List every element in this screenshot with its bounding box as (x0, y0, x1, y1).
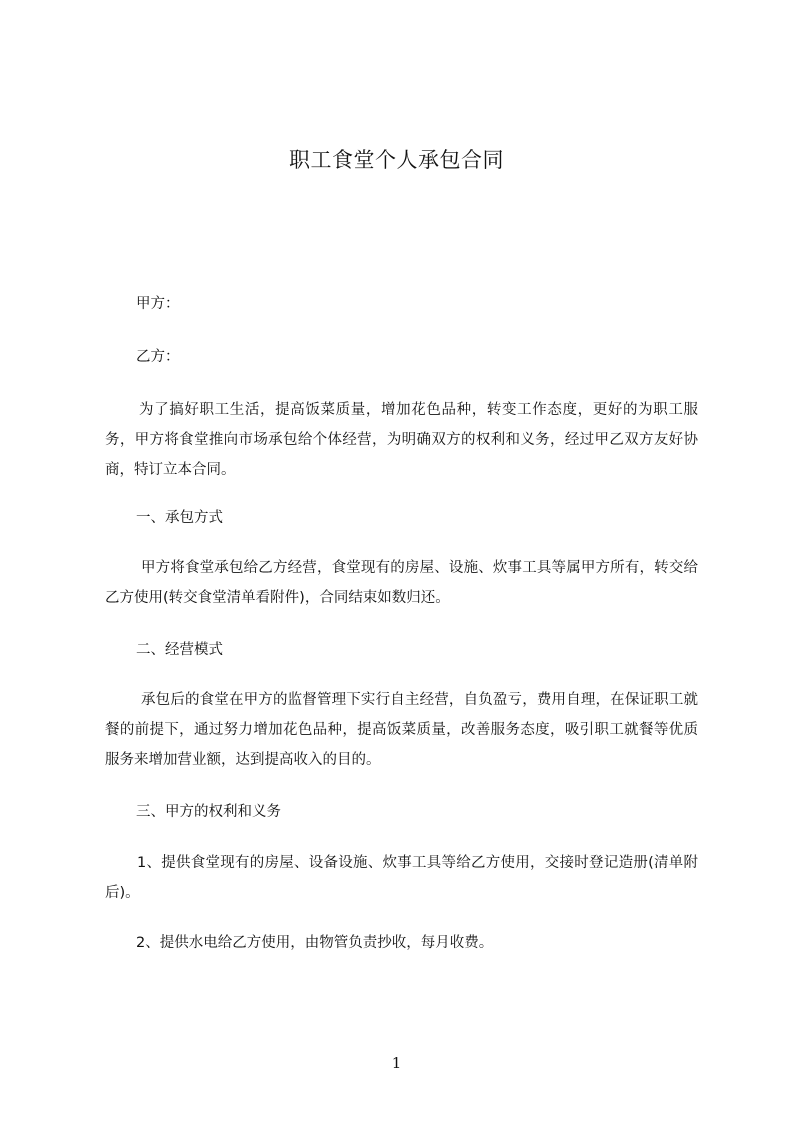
document-title: 职工食堂个人承包合同 (289, 148, 504, 172)
section-2-paragraph: 承包后的食堂在甲方的监督管理下实行自主经营，自负盈亏，费用自理，在保证职工就餐的前提下，通过努力增加花色品种，提高饭菜质量，改善服务态度，吸引职工就餐等优质服务来增加营业额，达到提高收入的目的。 (105, 692, 698, 768)
party-b-label: 乙方： (136, 349, 180, 365)
section-3-heading: 三、甲方的权利和义务 (136, 804, 281, 820)
section-3-item-1: 1、提供食堂现有的房屋、设备设施、炊事工具等给乙方使用，交接时登记造册(清单附后)。 (105, 855, 698, 901)
intro-paragraph: 为了搞好职工生活，提高饭菜质量，增加花色品种，转变工作态度，更好的为职工服务，甲方将食堂推向市场承包给个体经营，为明确双方的权利和义务，经过甲乙双方友好协商，特订立本合同。 (105, 402, 698, 478)
section-2-heading: 二、经营模式 (136, 642, 223, 658)
section-1-heading: 一、承包方式 (136, 510, 223, 526)
page-number: 1 (391, 1054, 402, 1072)
section-1-paragraph: 甲方将食堂承包给乙方经营，食堂现有的房屋、设施、炊事工具等属甲方所有，转交给乙方使用(转交食堂清单看附件)，合同结束如数归还。 (105, 560, 698, 606)
section-3-item-2: 2、提供水电给乙方使用，由物管负责抄收，每月收费。 (136, 935, 494, 951)
party-a-label: 甲方： (136, 296, 180, 312)
